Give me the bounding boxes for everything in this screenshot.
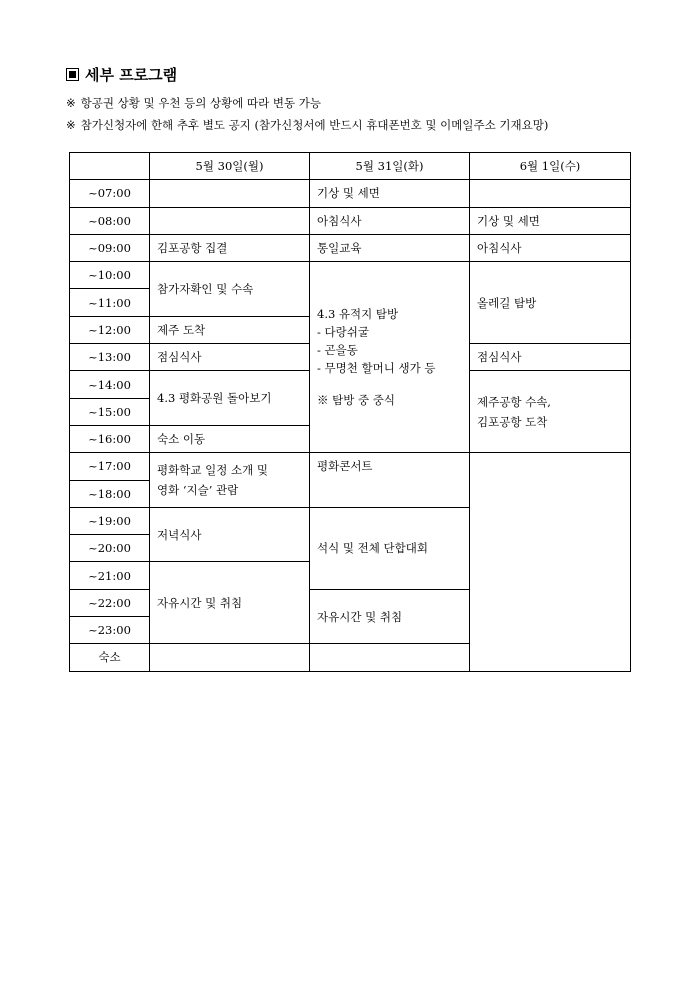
day1-park: 4.3 평화공원 돌아보기 — [150, 371, 310, 426]
time-cell: ~11:00 — [70, 289, 150, 316]
header-time — [70, 153, 150, 180]
day3-depart-line: 제주공항 수속, — [477, 394, 551, 409]
day3-wake: 기상 및 세면 — [470, 207, 631, 234]
day2-tour-item: - 무명천 할머니 생가 등 — [317, 361, 436, 376]
time-cell: ~18:00 — [70, 480, 150, 507]
table-row — [70, 180, 631, 207]
time-cell-lodging: 숙소 — [70, 644, 150, 671]
time-cell: ~14:00 — [70, 371, 150, 398]
day1-intro-line: 평화학교 일정 소개 및 — [157, 463, 268, 478]
time-cell: ~10:00 — [70, 262, 150, 289]
day1-checkin: 참가자확인 및 수속 — [150, 262, 310, 317]
table-header-row — [70, 153, 631, 180]
time-cell: ~09:00 — [70, 234, 150, 261]
time-cell: ~22:00 — [70, 589, 150, 616]
day1-lunch: 점심식사 — [150, 344, 310, 371]
day2-breakfast: 아침식사 — [310, 207, 470, 234]
table-row — [70, 234, 631, 261]
day3-depart — [470, 371, 631, 453]
day1-empty-cell — [150, 207, 310, 234]
time-cell: ~19:00 — [70, 507, 150, 534]
time-cell: ~13:00 — [70, 344, 150, 371]
day2-free: 자유시간 및 취침 — [310, 589, 470, 644]
time-cell: ~23:00 — [70, 617, 150, 644]
note-text: 항공권 상황 및 우천 등의 상황에 따라 변동 가능 — [80, 96, 321, 110]
table-row — [70, 207, 631, 234]
table-row — [70, 262, 631, 289]
day1-intro — [150, 453, 310, 508]
schedule-table — [69, 152, 631, 672]
day2-empty-cell — [310, 644, 470, 671]
day1-empty-cell — [150, 644, 310, 671]
day2-wake: 기상 및 세면 — [310, 180, 470, 207]
filled-square-icon — [66, 68, 79, 81]
day2-tour-cell — [310, 262, 470, 453]
day1-arrive: 제주 도착 — [150, 316, 310, 343]
time-cell: ~07:00 — [70, 180, 150, 207]
day1-move: 숙소 이동 — [150, 425, 310, 452]
table-row — [70, 453, 631, 480]
day2-tour-item: - 다랑쉬굴 — [317, 325, 369, 340]
day2-tour-title: 4.3 유적지 탐방 — [317, 307, 399, 322]
day3-olle: 올레길 탐방 — [470, 262, 631, 344]
day1-free: 자유시간 및 취침 — [150, 562, 310, 644]
day2-tour-item: - 곤을동 — [317, 343, 358, 358]
note-registration — [66, 117, 548, 133]
day3-lunch: 점심식사 — [470, 344, 631, 371]
time-cell: ~17:00 — [70, 453, 150, 480]
day1-intro-line: 영화 ‘지슬’ 관람 — [157, 483, 239, 498]
day2-concert: 평화콘서트 — [310, 453, 470, 508]
day3-depart-line: 김포공항 도착 — [477, 414, 548, 429]
day1-gather: 김포공항 집결 — [150, 234, 310, 261]
day2-edu: 통일교육 — [310, 234, 470, 261]
time-cell: ~12:00 — [70, 316, 150, 343]
day3-empty-cell — [470, 453, 631, 671]
day3-empty-cell — [470, 180, 631, 207]
time-cell: ~16:00 — [70, 425, 150, 452]
reference-mark-icon: ※ — [66, 96, 76, 110]
time-cell: ~20:00 — [70, 535, 150, 562]
time-cell: ~15:00 — [70, 398, 150, 425]
reference-mark-icon: ※ — [66, 118, 76, 132]
section-heading — [66, 64, 177, 85]
header-day1: 5월 30일(월) — [150, 153, 310, 180]
header-day2: 5월 31일(화) — [310, 153, 470, 180]
header-day3: 6월 1일(수) — [470, 153, 631, 180]
time-cell: ~21:00 — [70, 562, 150, 589]
note-flight-weather — [66, 95, 321, 111]
day2-ceremony: 석식 및 전체 단합대회 — [310, 507, 470, 589]
note-text: 참가신청자에 한해 추후 별도 공지 (참가신청서에 반드시 휴대폰번호 및 이메일주소 기재요망) — [80, 118, 549, 132]
day1-empty-cell — [150, 180, 310, 207]
section-heading-text: 세부 프로그램 — [85, 66, 178, 84]
day3-breakfast: 아침식사 — [470, 234, 631, 261]
time-cell: ~08:00 — [70, 207, 150, 234]
day1-dinner: 저녁식사 — [150, 507, 310, 562]
day2-tour-note: ※ 탐방 중 중식 — [317, 393, 396, 408]
